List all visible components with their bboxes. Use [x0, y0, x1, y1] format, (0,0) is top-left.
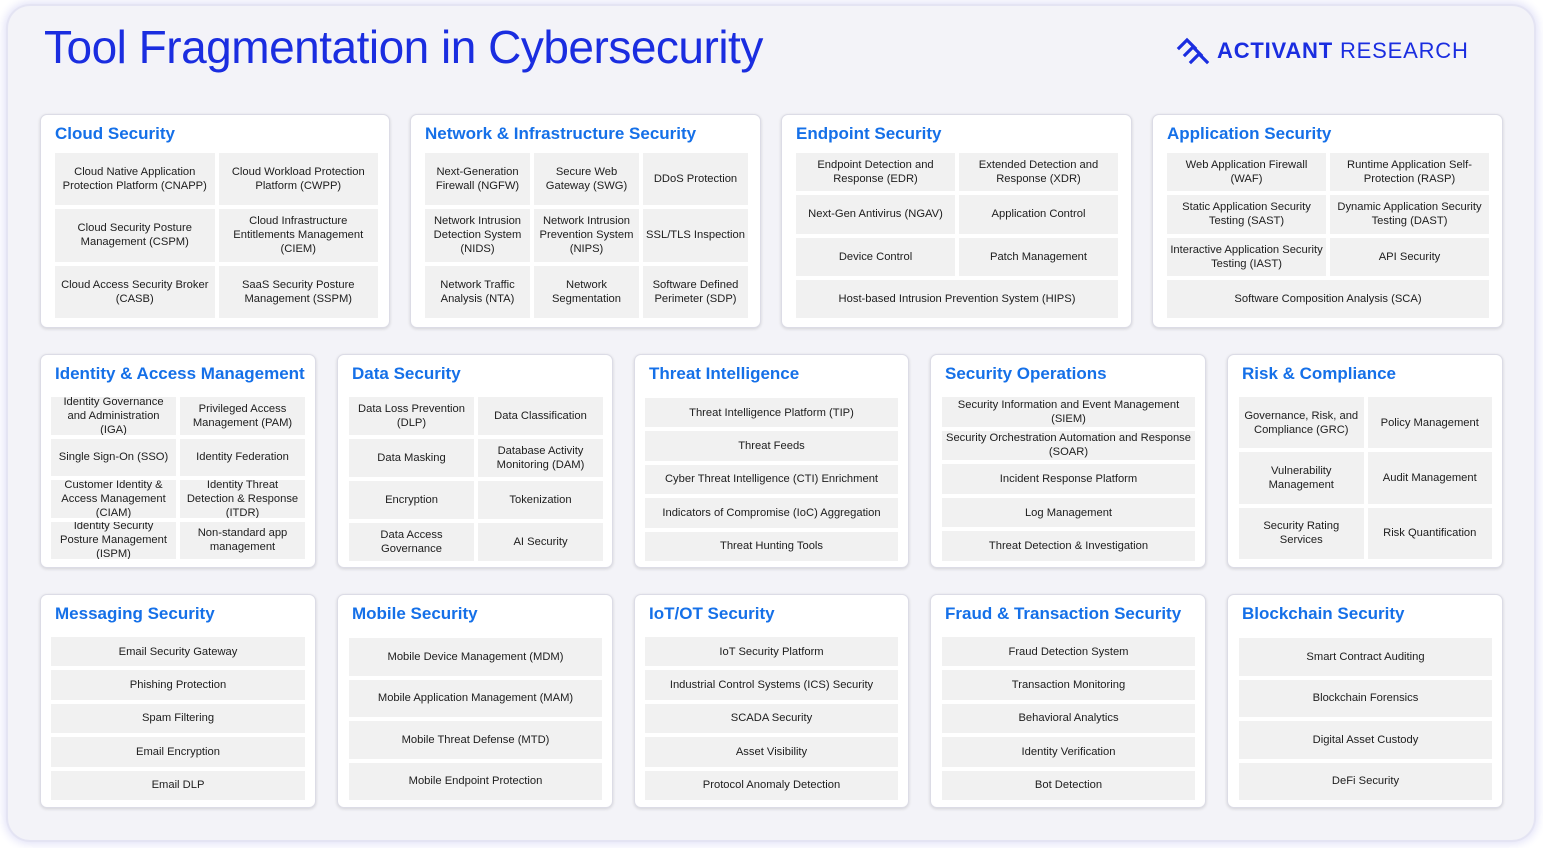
tool-cell: SSL/TLS Inspection [643, 209, 748, 261]
tool-cell: Mobile Endpoint Protection [349, 763, 602, 801]
tool-cell: Incident Response Platform [942, 464, 1195, 494]
panel-risk-compliance [1227, 354, 1503, 568]
tool-cell: Single Sign-On (SSO) [51, 439, 176, 477]
tool-cell: Data Loss Prevention (DLP) [349, 397, 474, 435]
panel-iot-ot-security [634, 594, 909, 808]
tool-cell: Vulnerability Management [1239, 452, 1364, 503]
tool-cell: Identity Governance and Administration (IGA) [51, 397, 176, 435]
tool-cell: Cloud Access Security Broker (CASB) [55, 266, 215, 318]
tool-cell: API Security [1330, 238, 1489, 276]
tool-cell: Cloud Infrastructure Entitlements Management (CIEM) [219, 209, 379, 261]
section-title: Cloud Security [55, 124, 175, 143]
tool-cell: Software Defined Perimeter (SDP) [643, 266, 748, 318]
tool-grid [425, 153, 748, 318]
panel-mobile-security [337, 594, 613, 808]
tool-grid [1239, 397, 1492, 559]
tool-grid [349, 638, 602, 800]
tool-cell: Static Application Security Testing (SAST) [1167, 195, 1326, 233]
tool-cell: Behavioral Analytics [942, 704, 1195, 733]
tool-cell: Mobile Application Management (MAM) [349, 680, 602, 718]
brand-name-bold: ACTIVANT [1217, 38, 1333, 63]
panel-security-operations [930, 354, 1206, 568]
tool-cell: Mobile Threat Defense (MTD) [349, 721, 602, 759]
tool-cell: Next-Gen Antivirus (NGAV) [796, 195, 955, 233]
panel-blockchain-security [1227, 594, 1503, 808]
page-title: Tool Fragmentation in Cybersecurity [44, 21, 763, 73]
tool-grid [942, 397, 1195, 561]
tool-grid [645, 637, 898, 800]
tool-cell: Security Rating Services [1239, 508, 1364, 559]
tool-cell: Threat Detection & Investigation [942, 531, 1195, 561]
tool-cell: Device Control [796, 238, 955, 276]
tool-grid [55, 153, 378, 318]
activant-chevron-logo-icon [1176, 36, 1210, 66]
tool-cell: Security Information and Event Management (SIEM) [942, 397, 1195, 427]
tool-cell: Log Management [942, 498, 1195, 528]
section-title: Blockchain Security [1242, 604, 1405, 623]
tool-cell: Network Traffic Analysis (NTA) [425, 266, 530, 318]
tool-cell: Interactive Application Security Testing (IAST) [1167, 238, 1326, 276]
tool-cell: AI Security [478, 523, 603, 561]
tool-cell: Network Intrusion Prevention System (NIPS) [534, 209, 639, 261]
tool-grid [51, 637, 305, 800]
tool-cell: Cloud Native Application Protection Platform (CNAPP) [55, 153, 215, 205]
panel-network-security [410, 114, 761, 328]
tool-cell: Email DLP [51, 771, 305, 800]
tool-cell: Transaction Monitoring [942, 670, 1195, 699]
section-title: Messaging Security [55, 604, 215, 623]
tool-cell: Security Orchestration Automation and Response (SOAR) [942, 431, 1195, 461]
tool-cell: Runtime Application Self-Protection (RASP) [1330, 153, 1489, 191]
tool-grid [1167, 153, 1489, 318]
brand-name-light: RESEARCH [1339, 38, 1469, 63]
tool-cell: Smart Contract Auditing [1239, 638, 1492, 676]
tool-cell: SaaS Security Posture Management (SSPM) [219, 266, 379, 318]
panel-application-security [1152, 114, 1503, 328]
tool-cell: Software Composition Analysis (SCA) [1167, 280, 1489, 318]
tool-cell: DeFi Security [1239, 763, 1492, 801]
section-title: Threat Intelligence [649, 364, 800, 383]
tool-cell: Patch Management [959, 238, 1118, 276]
tool-cell: Cloud Workload Protection Platform (CWPP) [219, 153, 379, 205]
tool-cell: Non-standard app management [180, 522, 305, 560]
tool-cell: Tokenization [478, 481, 603, 519]
tool-cell: Threat Feeds [645, 431, 898, 460]
section-title: Identity & Access Management [55, 364, 305, 383]
tool-cell: Spam Filtering [51, 704, 305, 733]
section-title: Network & Infrastructure Security [425, 124, 697, 143]
tool-cell: Phishing Protection [51, 670, 305, 699]
tool-cell: Data Masking [349, 439, 474, 477]
section-title: Application Security [1167, 124, 1332, 143]
section-title: Risk & Compliance [1242, 364, 1396, 383]
tool-cell: Digital Asset Custody [1239, 721, 1492, 759]
tool-cell: Identity Threat Detection & Response (ITDR) [180, 480, 305, 518]
section-title: Fraud & Transaction Security [945, 604, 1182, 623]
tool-cell: Industrial Control Systems (ICS) Security [645, 670, 898, 699]
tool-cell: Customer Identity & Access Management (CIAM) [51, 480, 176, 518]
tool-cell: SCADA Security [645, 704, 898, 733]
panel-identity-access-management [40, 354, 316, 568]
tool-cell: Identity Security Posture Management (ISPM) [51, 522, 176, 560]
tool-grid [645, 398, 898, 561]
tool-cell: Asset Visibility [645, 737, 898, 766]
brand-logo [1176, 36, 1469, 66]
section-title: Endpoint Security [796, 124, 942, 143]
section-title: Mobile Security [352, 604, 478, 623]
panel-endpoint-security [781, 114, 1132, 328]
tool-cell: Endpoint Detection and Response (EDR) [796, 153, 955, 191]
panel-cloud-security [40, 114, 390, 328]
tool-cell: Data Classification [478, 397, 603, 435]
tool-grid [349, 397, 603, 561]
tool-cell: Next-Generation Firewall (NGFW) [425, 153, 530, 205]
tool-cell: Mobile Device Management (MDM) [349, 638, 602, 676]
panel-threat-intelligence [634, 354, 909, 568]
tool-grid [796, 153, 1118, 318]
tool-cell: Email Encryption [51, 737, 305, 766]
tool-cell: Audit Management [1368, 452, 1493, 503]
tool-cell: Network Intrusion Detection System (NIDS) [425, 209, 530, 261]
tool-cell: Encryption [349, 481, 474, 519]
tool-cell: Data Access Governance [349, 523, 474, 561]
tool-cell: Threat Intelligence Platform (TIP) [645, 398, 898, 427]
tool-cell: Extended Detection and Response (XDR) [959, 153, 1118, 191]
tool-cell: Bot Detection [942, 771, 1195, 800]
tool-cell: Cloud Security Posture Management (CSPM) [55, 209, 215, 261]
tool-cell: Network Segmentation [534, 266, 639, 318]
tool-grid [51, 397, 305, 559]
tool-cell: Dynamic Application Security Testing (DAST) [1330, 195, 1489, 233]
tool-cell: Host-based Intrusion Prevention System (HIPS) [796, 280, 1118, 318]
tool-cell: Protocol Anomaly Detection [645, 771, 898, 800]
tool-cell: Application Control [959, 195, 1118, 233]
tool-cell: Policy Management [1368, 397, 1493, 448]
tool-cell: Identity Verification [942, 737, 1195, 766]
panel-fraud-transaction-security [930, 594, 1206, 808]
section-title: Data Security [352, 364, 461, 383]
tool-cell: Cyber Threat Intelligence (CTI) Enrichment [645, 465, 898, 494]
tool-cell: Indicators of Compromise (IoC) Aggregation [645, 498, 898, 527]
tool-cell: DDoS Protection [643, 153, 748, 205]
tool-cell: Threat Hunting Tools [645, 532, 898, 561]
tool-cell: Identity Federation [180, 439, 305, 477]
section-title: IoT/OT Security [649, 604, 775, 623]
tool-cell: Privileged Access Management (PAM) [180, 397, 305, 435]
tool-grid [1239, 638, 1492, 800]
tool-grid [942, 637, 1195, 800]
tool-cell: Blockchain Forensics [1239, 680, 1492, 718]
section-title: Security Operations [945, 364, 1107, 383]
tool-cell: Database Activity Monitoring (DAM) [478, 439, 603, 477]
tool-cell: Web Application Firewall (WAF) [1167, 153, 1326, 191]
tool-cell: Email Security Gateway [51, 637, 305, 666]
tool-cell: Risk Quantification [1368, 508, 1493, 559]
tool-cell: Secure Web Gateway (SWG) [534, 153, 639, 205]
panel-messaging-security [40, 594, 316, 808]
tool-cell: Governance, Risk, and Compliance (GRC) [1239, 397, 1364, 448]
panel-data-security [337, 354, 613, 568]
tool-cell: IoT Security Platform [645, 637, 898, 666]
tool-cell: Fraud Detection System [942, 637, 1195, 666]
